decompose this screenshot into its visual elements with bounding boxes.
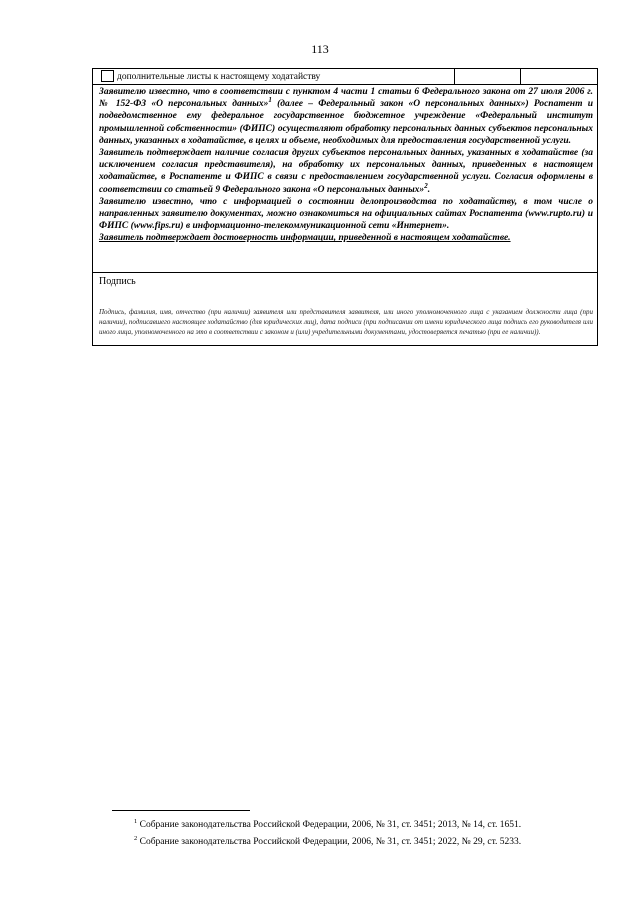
footnote-ref-1: 1 [268,96,272,105]
footnotes [134,815,604,849]
petition-form-table [92,68,598,346]
consent-paragraph-3: Заявителю известно, что с информацией о состоянии делопроизводства по ходатайству, в том числе о направленных заявителю документах, можно ознакомиться на официальных сайтах Роспатента (www.rupto.ru) и ФИПС (www.fips.ru) в информационно-телекоммуникационной сети «Интернет». [99,196,593,232]
footnote-ref-2: 2 [424,181,428,190]
signature-row [93,272,597,347]
attachment-row [93,69,597,85]
page-number: 113 [311,42,329,56]
signature-label: Подпись [99,276,136,287]
cell-divider [454,69,455,85]
additional-sheets-label: дополнительные листы к настоящему ходатайству [117,72,321,82]
footnote-divider [112,810,250,811]
footnote-1: $^1$ Собрание законодательства Российской Федерации, 2006, № 31, ст. 3451; 2013, № 14, ст. 1651. [134,818,522,831]
consent-paragraph-1: Заявителю известно, что в соответствии с пунктом 4 части 1 статьи 6 Федерального закона от 27 июля 2006 г. № 152-ФЗ «О персональных данных»$^1$ (далее – Федеральный закон «О персональных данных») Роспатент и подведомственное ему федеральное государственное бюджетное учреждение «Федеральный институт промышленной собственности» (ФИПС) осуществляют обработку персональных данных субъектов персональных данных, указанных в ходатайстве, в целях и объеме, необходимых для предоставления государственной услуги. [99,87,593,146]
consent-paragraph-2: Заявитель подтверждает наличие согласия других субъектов персональных данных, указанных в ходатайстве (за исключением согласия представителя), на обработку их персональных данных, приведенных в настоящем ходатайстве, в Роспатенте и ФИПС в связи с предоставлением государственной услуги. Согласия оформлены в соответствии со статьей 9 Федерального закона «О персональных данных»$^2$. [99,148,593,195]
consent-paragraph-4: Заявитель подтверждает достоверность информации, приведенной в настоящем ходатайстве. [99,233,511,244]
signature-instructions: Подпись, фамилия, имя, отчество (при наличии) заявителя или представителя заявителя, или иного уполномоченного лица с указанием должности лица (при наличии), подписавшего настоящее ходатайство (для юридических лиц), дата подписи (при подписании от имени юридического лица подпись его руководителя или иного лица, уполномоченного на это в соответствии с законом и (или) учредительными документами, удостоверяется печатью (при ее наличии)). [99,308,593,336]
footnote-2: $^2$ Собрание законодательства Российской Федерации, 2006, № 31, ст. 3451; 2022, № 29, ст. 5233. [134,835,522,848]
personal-data-consent-text [99,86,593,245]
cell-divider [520,69,521,85]
additional-sheets-checkbox[interactable] [101,70,114,82]
